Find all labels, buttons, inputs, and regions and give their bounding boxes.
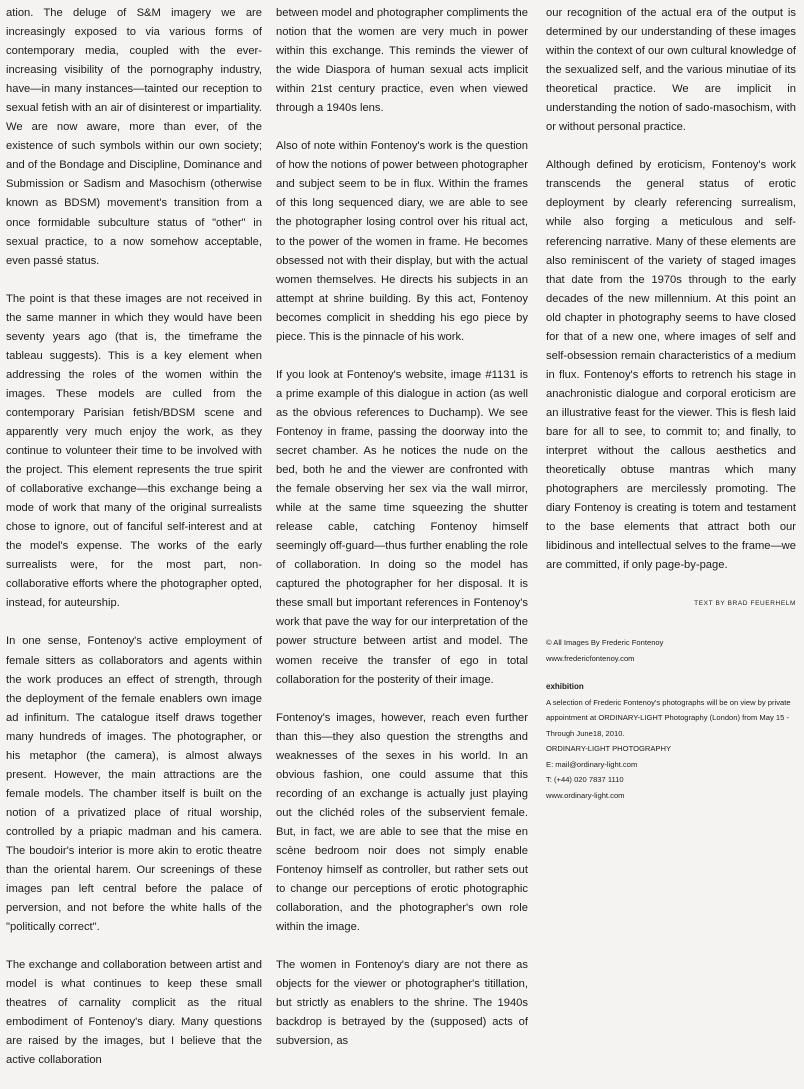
paragraph: In one sense, Fontenoy's active employment of female sitters as collaborators and agents within the work produces an effect of strength, through the deployment of the female enablers own image ad infinitum. The catalogue itself draws together many hundreds of images. The photographer, or his metaphor (the camera), is almost always present. However, the main attractions are the female models. The chamber itself is built on the notion of a privatized place of ritual worship, controlled by a priapic madman and his camera. The boudoir's interior is more akin to erotic theatre than the oriental harem. Our screenings of these images pan left central before the palace of perversion, and not before the white halls of the "politically correct". [6,635,262,934]
paragraph: ation. The deluge of S&M imagery we are increasingly exposed to via various forms of contemporary media, coupled with the ever-increasing visibility of the pornography industry, have—in many instances—tainted our reception to sexual fetish with an air of disinterest or impartiality. We are now aware, more than ever, of the existence of such symbols within our own society; and of the Bondage and Discipline, Dominance and Submission or Sadism and Masochism (otherwise known as BDSM) movement's transition from a once formidable subculture status of "other" in sexual practice, to a now somehow acceptable, even passé status. [6,7,262,267]
text-column-3 [546,4,796,803]
text-column-2 [276,4,528,1070]
paragraph: Although defined by eroticism, Fontenoy's work transcends the general status of erotic deployment by clearly referencing surrealism, while also forging a meticulous and self-referencing narrative. Many of these elements are also reminiscent of the variety of staged images that date from the 1970s through to the early decades of the new millennium. At this point an old chapter in photography seems to have closed for that of a new one, where images of self and self-obsession remain characteristics of a medium in flux. Fontenoy's efforts to retrench his stage in anachronistic dialogue and corporal eroticism are an illustrative feast for the viewer. This is flesh laid bare for all to see, to commit to; and finally, to interpret without the callous aesthetics and theoretically obtuse mantras which many photographers are mercilessly promoting. The diary Fontenoy is creating is totem and testament to the base elements that attract both our libidinous and intellectual selves to the frame—we are committed, if only page-by-page. [546,159,796,572]
venue-email[interactable]: E: mail@ordinary-light.com [546,759,638,769]
venue-name: ORDINARY-LIGHT PHOTOGRAPHY [546,744,672,754]
author-credit: TEXT BY BRAD FEUERHELM [694,600,796,608]
copyright-notice: © All Images By Frederic Fontenoy [546,638,664,648]
paragraph: The point is that these images are not received in the same manner in which they would have been seventy years ago (that is, the timeframe the tableau suggests). This is a key element when addressing the roles of the women within the images. These models are culled from the contemporary Parisian fetish/BDSM scene and apparently very much enjoy the work, as they continue to volunteer their time to be involved with the project. This element represents the true spirit of collaborative exchange—this exchange being a mode of work that many of the original surrealists chose to ignore, out of fanciful self-interest and at the model's expense. The works of the early surrealists were, for the most part, non-collaborative efforts where the photographer opted, instead, for auteurship. [6,292,262,610]
venue-website-link[interactable]: www.ordinary-light.com [546,790,625,800]
paragraph: our recognition of the actual era of the output is determined by our understanding of these images within the context of our own cultural knowledge of the sexualized self, and the various minutiae of its theoretical practice. We are implicit in understanding the notion of sado-masochism, with or without personal practice. [546,7,796,134]
venue-phone: T: (+44) 020 7837 1110 [546,775,624,785]
paragraph: between model and photographer compliments the notion that the women are very much in power within this exchange. This reminds the viewer of the wide Diaspora of human sexual acts implicit within 21st century practice, even when viewed through a 1940s lens. [276,7,528,115]
text-column-1 [6,4,262,1089]
paragraph: If you look at Fontenoy's website, image #1131 is a prime example of this dialogue in action (as well as the obvious references to Duchamp). We see Fontenoy in frame, passing the doorway into the secret chamber. As he notices the nude on the bed, both he and the viewer are confronted with the female observing her sex via the wall mirror, while at the same time squeezing the shutter release cable, catching Fontenoy himself seemingly off-guard—thus further enabling the role of collaboration. In doing so the model has captured the photographer for her disposal. It is these small but important references in Fontenoy's work that pave the way for our interpretation of the power structure between artist and model. The women receive the transfer of ego in total collaboration for the posterity of their image. [276,368,528,686]
paragraph: Fontenoy's images, however, reach even further than this—they also question the strengths and weaknesses of the sexes in his world. In an obvious fashion, one could assume that this recording of an exchange is actually just playing out the clichéd roles of the subservient female. But, in fact, we are able to see that the mise en scène bedroom noir does not simply enable Fontenoy himself as controller, but rather sets out to change our perceptions of erotic photographic collaboration, and the photographer's own role within the image. [276,711,528,934]
paragraph: The exchange and collaboration between artist and model is what continues to keep these small theatres of carnality complicit as the ritual embodiment of Fontenoy's diary. Many questions are raised by the images, but I believe that the active collaboration [6,959,262,1067]
artist-website-link[interactable]: www.fredericfontenoy.com [546,653,635,663]
exhibition-heading: exhibition [546,682,584,692]
paragraph: Also of note within Fontenoy's work is the question of how the notions of power between photographer and subject seem to be in flux. Within the frames of this long sequenced diary, we are able to see the photographer losing control over his ritual act, to the power of the women in frame. He becomes obsessed not with their display, but with the actual women themselves. He directs his subjects in an attempt at shrine building. By this act, Fontenoy becomes complicit in shedding his ego piece by piece. This is the pinnacle of his work. [276,140,528,343]
paragraph: The women in Fontenoy's diary are not there as objects for the viewer or photographer's titillation, but strictly as enablers to the shrine. The 1940s backdrop is betrayed by the (supposed) acts of subversion, as [276,959,528,1048]
exhibition-description: A selection of Frederic Fontenoy's photographs will be on view by private appointment at ORDINARY-LIGHT Photography (London) from May 15 - Through June18, 2010. [546,697,791,738]
exhibition-info [546,635,796,803]
